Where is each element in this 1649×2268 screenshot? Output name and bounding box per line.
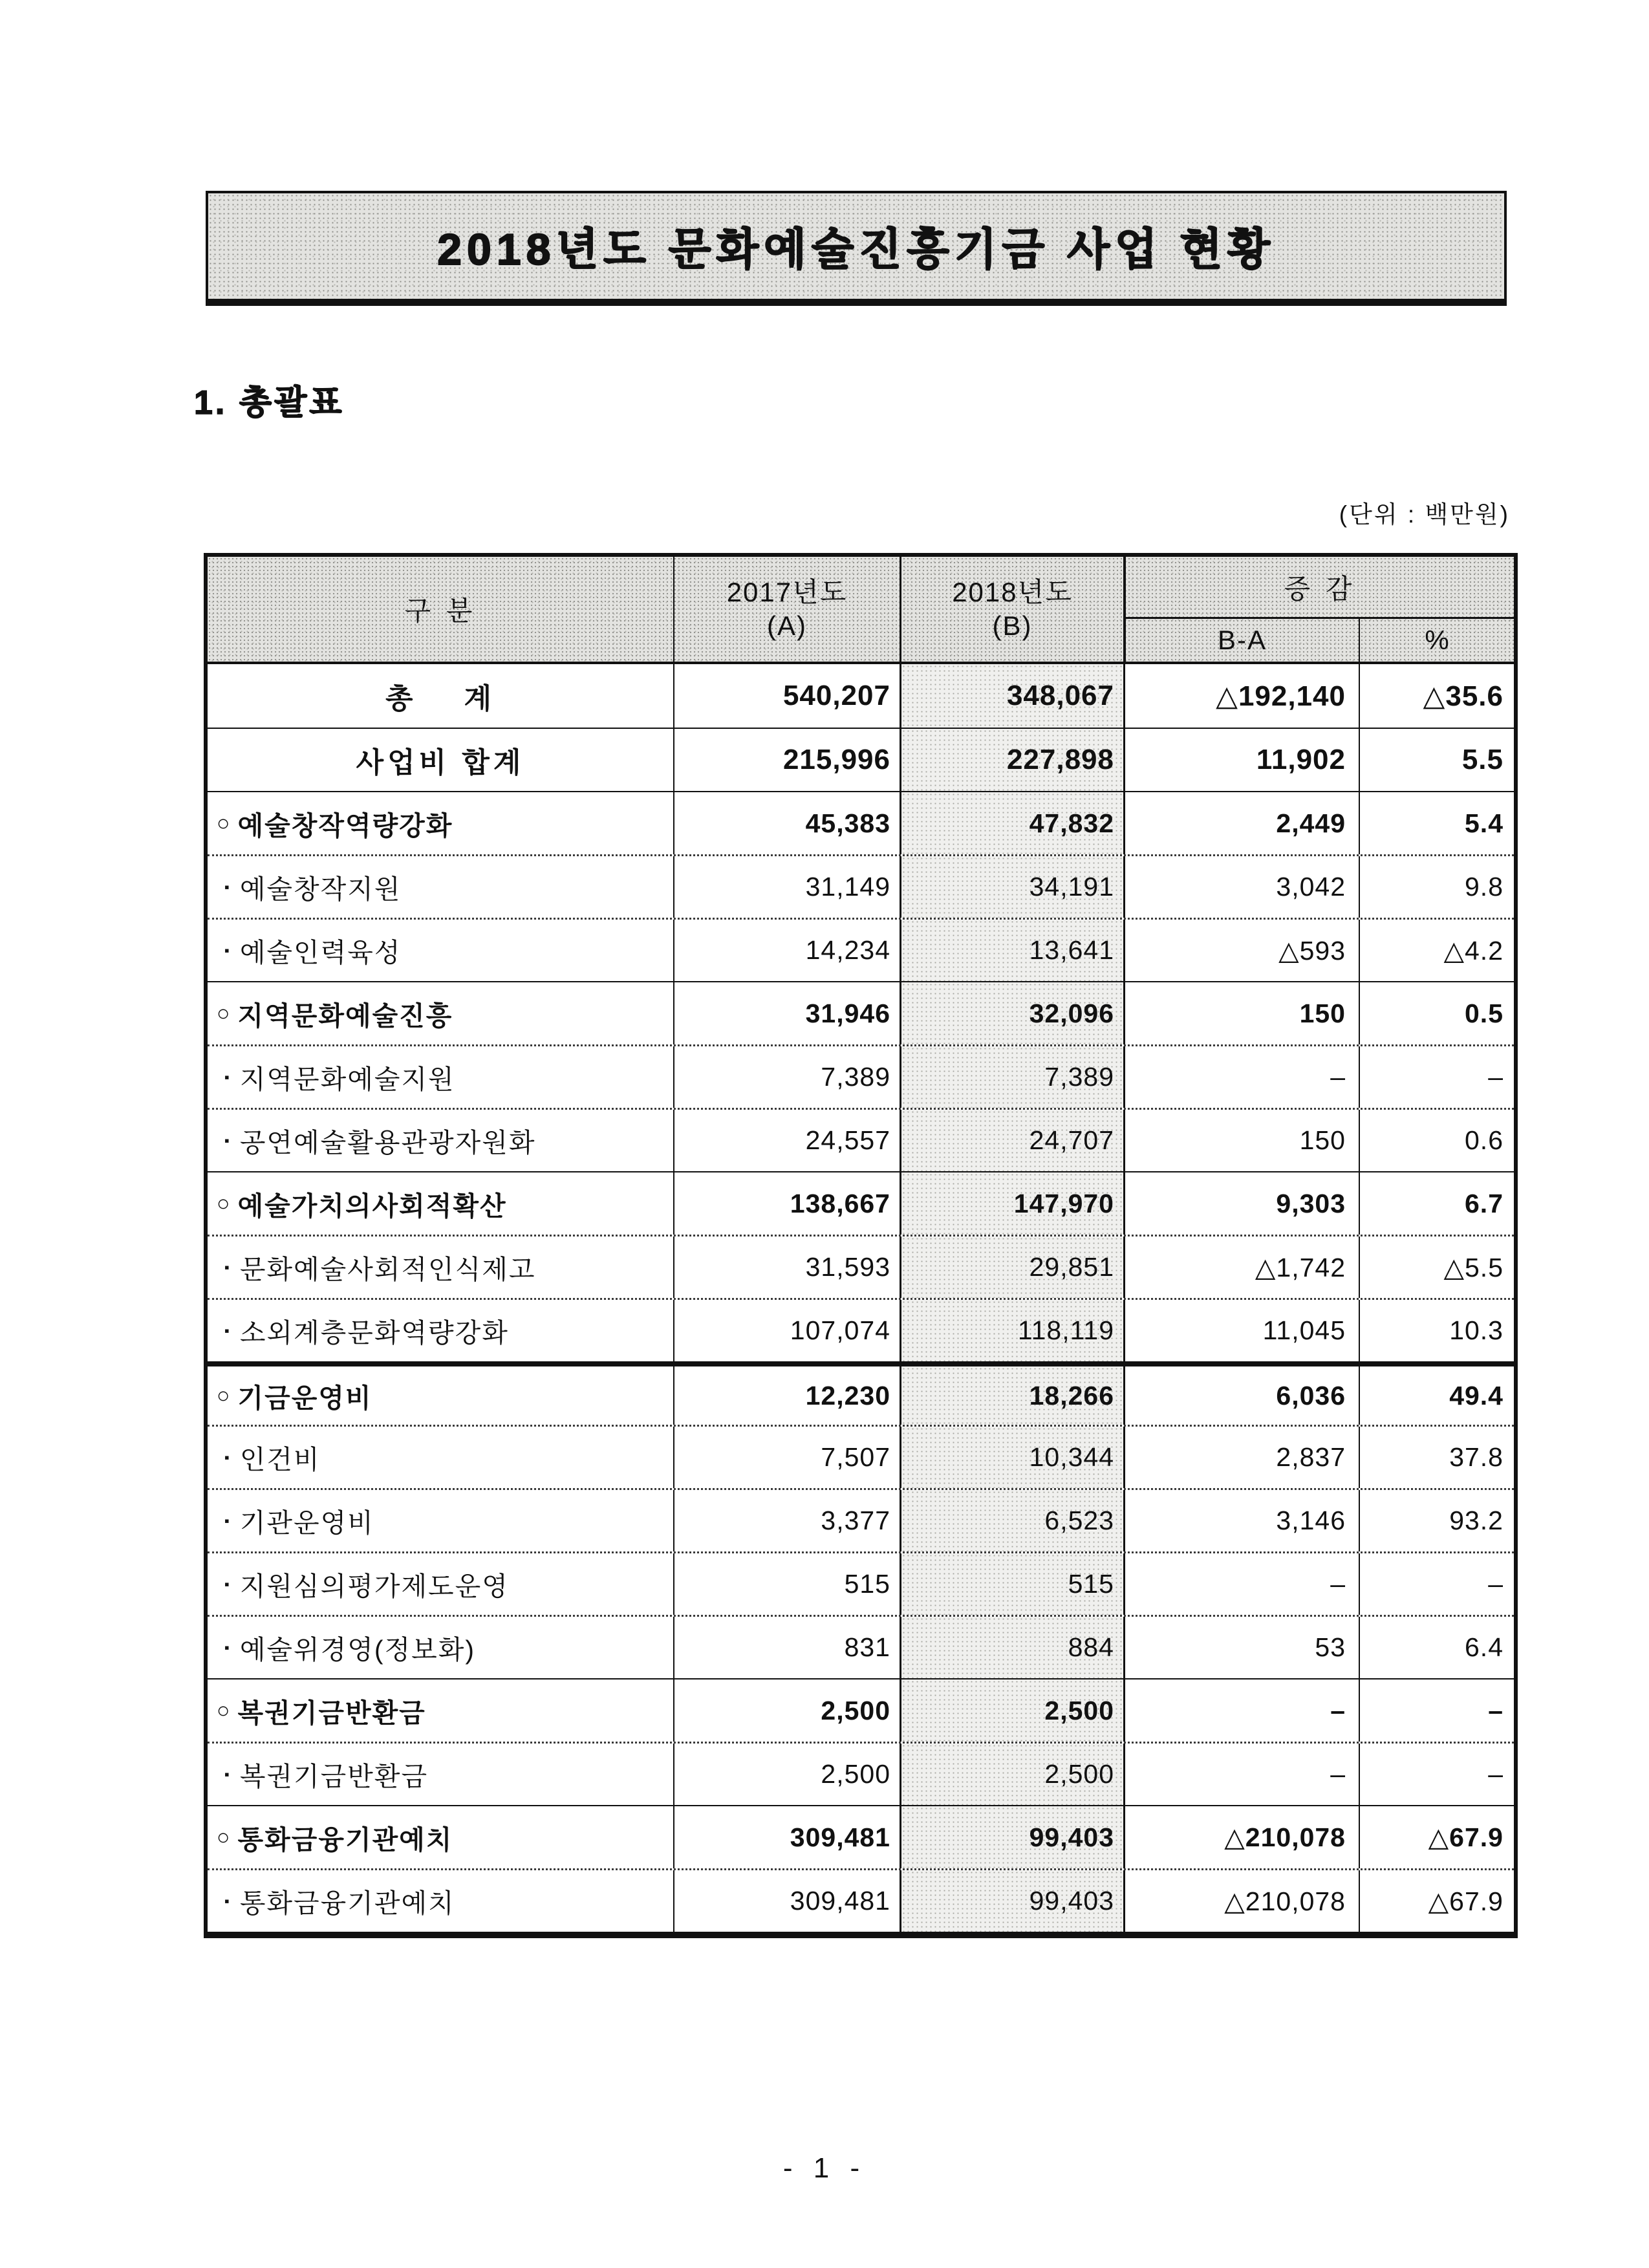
sub-bullet-icon: ▪ [224, 1258, 230, 1275]
value-diff: 6,036 [1276, 1380, 1346, 1410]
value-pct: 5.4 [1465, 808, 1503, 838]
header-category [208, 557, 673, 662]
cell-2018-value [900, 1490, 1123, 1551]
value-2018: 884 [1068, 1632, 1114, 1662]
group-bullet-icon: ○ [217, 1383, 230, 1408]
category-label: 사업비 합계 [356, 747, 525, 779]
cell-2017-value [673, 1490, 900, 1551]
header-2017-line1: 2017년도 [726, 576, 848, 607]
cell-category [208, 1172, 673, 1235]
value-2018: 24,707 [1029, 1125, 1114, 1155]
value-2017: 12,230 [805, 1380, 890, 1410]
value-pct: – [1488, 1695, 1503, 1725]
cell-pct-value [1359, 1427, 1514, 1488]
cell-category [208, 1806, 673, 1868]
cell-2018-value [900, 1806, 1123, 1868]
cell-diff-value [1123, 1110, 1359, 1171]
cell-2018-value [900, 729, 1123, 791]
value-2018: 118,119 [1017, 1315, 1114, 1345]
table-row [208, 1868, 1514, 1932]
cell-diff-value [1123, 1679, 1359, 1742]
value-2017: 7,507 [821, 1442, 890, 1472]
value-pct: – [1488, 1569, 1503, 1599]
cell-category [208, 1237, 673, 1298]
cell-pct-value [1359, 1300, 1514, 1361]
table-row [208, 1742, 1514, 1805]
value-2018: 348,067 [1006, 680, 1114, 711]
header-2017-line2: (A) [767, 610, 807, 641]
category-label: 인건비 [239, 1445, 321, 1474]
cell-category [208, 1679, 673, 1742]
cell-pct-value [1359, 1046, 1514, 1108]
value-2017: 45,383 [805, 808, 890, 838]
value-pct: 93.2 [1449, 1506, 1503, 1535]
category-label: 예술인력육성 [239, 938, 402, 967]
cell-diff-value [1123, 792, 1359, 854]
cell-pct-value [1359, 1806, 1514, 1868]
category-label: 예술창작역량강화 [237, 810, 453, 841]
value-2017: 138,667 [790, 1188, 890, 1218]
header-year-2017 [673, 557, 900, 662]
table-row [208, 1488, 1514, 1551]
value-diff: △192,140 [1216, 680, 1346, 712]
value-2017: 3,377 [821, 1506, 890, 1535]
value-pct: 6.7 [1465, 1188, 1503, 1218]
table-row [208, 981, 1514, 1044]
category-label: 통화금융기관예치 [237, 1824, 453, 1855]
cell-category [208, 1300, 673, 1361]
value-pct: 5.5 [1461, 744, 1503, 775]
cell-2017-value [673, 664, 900, 728]
cell-diff-value [1123, 982, 1359, 1044]
cell-category [208, 1427, 673, 1488]
summary-table [204, 553, 1518, 1938]
table-row [208, 1805, 1514, 1868]
cell-2017-value [673, 1744, 900, 1805]
cell-diff-value [1123, 1553, 1359, 1615]
value-2017: 309,481 [790, 1822, 890, 1852]
value-pct: 0.6 [1465, 1125, 1503, 1155]
header-year-2018 [900, 557, 1123, 662]
cell-2017-value [673, 1172, 900, 1235]
group-bullet-icon: ○ [217, 810, 230, 836]
cell-diff-value [1123, 856, 1359, 918]
value-diff: 11,902 [1256, 744, 1346, 775]
cell-2017-value [673, 856, 900, 918]
cell-diff-value [1123, 1046, 1359, 1108]
table-row [208, 1678, 1514, 1742]
cell-diff-value [1123, 1427, 1359, 1488]
value-pct: 37.8 [1449, 1442, 1503, 1472]
section-heading: 1. 총괄표 [194, 384, 345, 422]
category-label: 지원심의평가제도운영 [239, 1571, 509, 1601]
sub-bullet-icon: ▪ [224, 1449, 230, 1465]
value-2017: 14,234 [805, 935, 890, 965]
value-2018: 47,832 [1029, 808, 1114, 838]
cell-pct-value [1359, 1617, 1514, 1678]
value-2018: 99,403 [1029, 1822, 1114, 1852]
header-change [1123, 557, 1514, 619]
header-2018-line2: (B) [992, 610, 1033, 641]
value-2018: 32,096 [1029, 998, 1114, 1028]
category-label: 지역문화예술지원 [239, 1064, 455, 1094]
cell-2018-value [900, 664, 1123, 728]
cell-2017-value [673, 1617, 900, 1678]
value-pct: △5.5 [1443, 1252, 1503, 1282]
value-diff: 150 [1299, 998, 1346, 1028]
cell-2018-value [900, 1300, 1123, 1361]
value-pct: – [1488, 1062, 1503, 1092]
value-pct: – [1488, 1759, 1503, 1789]
cell-category [208, 792, 673, 854]
sub-bullet-icon: ▪ [224, 878, 230, 895]
page-title: 2018년도 문화예술진흥기금 사업 현황 [437, 225, 1275, 274]
table-header [208, 557, 1514, 664]
value-2018: 29,851 [1029, 1252, 1114, 1282]
cell-diff-value [1123, 1617, 1359, 1678]
cell-2018-value [900, 1553, 1123, 1615]
cell-2017-value [673, 1110, 900, 1171]
header-2018-line1: 2018년도 [952, 576, 1073, 607]
table-row [208, 791, 1514, 854]
cell-2017-value [673, 1300, 900, 1361]
category-label: 기금운영비 [237, 1383, 372, 1413]
cell-2017-value [673, 1046, 900, 1108]
cell-2018-value [900, 1679, 1123, 1742]
cell-2018-value [900, 920, 1123, 981]
cell-category [208, 1110, 673, 1171]
value-pct: 6.4 [1465, 1632, 1503, 1662]
cell-2017-value [673, 1806, 900, 1868]
value-pct: 49.4 [1449, 1380, 1503, 1410]
value-diff: 11,045 [1262, 1315, 1346, 1345]
table-row [208, 728, 1514, 791]
group-bullet-icon: ○ [217, 1824, 230, 1850]
value-diff: – [1330, 1569, 1346, 1599]
cell-2017-value [673, 982, 900, 1044]
table-row [208, 1044, 1514, 1108]
cell-pct-value [1359, 792, 1514, 854]
cell-pct-value [1359, 1110, 1514, 1171]
value-2018: 2,500 [1044, 1695, 1114, 1725]
table-row [208, 664, 1514, 728]
category-label: 복권기금반환금 [237, 1698, 426, 1728]
value-diff: △1,742 [1255, 1252, 1346, 1282]
cell-diff-value [1123, 1300, 1359, 1361]
table-row [208, 1361, 1514, 1425]
cell-pct-value [1359, 856, 1514, 918]
sub-bullet-icon: ▪ [224, 1766, 230, 1782]
value-2017: 831 [844, 1632, 890, 1662]
value-diff: 53 [1315, 1632, 1346, 1662]
sub-bullet-icon: ▪ [224, 1132, 230, 1149]
header-category-label: 구 분 [404, 596, 477, 626]
value-pct: △4.2 [1443, 935, 1503, 966]
value-2018: 7,389 [1044, 1062, 1114, 1092]
value-pct: △67.9 [1428, 1886, 1503, 1916]
cell-2017-value [673, 1237, 900, 1298]
value-2018: 227,898 [1006, 744, 1114, 775]
sub-bullet-icon: ▪ [224, 1322, 230, 1339]
value-diff: △593 [1278, 935, 1346, 966]
category-label: 예술위경영(정보화) [239, 1635, 475, 1665]
cell-diff-value [1123, 1806, 1359, 1868]
value-diff: △210,078 [1224, 1886, 1346, 1916]
value-2017: 215,996 [782, 744, 890, 775]
cell-category [208, 1490, 673, 1551]
cell-diff-value [1123, 1744, 1359, 1805]
value-diff: 150 [1299, 1125, 1346, 1155]
cell-pct-value [1359, 664, 1514, 728]
value-pct: △35.6 [1423, 680, 1503, 712]
sub-bullet-icon: ▪ [224, 942, 230, 958]
value-diff: △210,078 [1224, 1822, 1346, 1852]
category-label: 예술창작지원 [239, 874, 402, 904]
value-pct: 9.8 [1465, 872, 1503, 902]
cell-2018-value [900, 1427, 1123, 1488]
cell-category [208, 920, 673, 981]
cell-diff-value [1123, 1870, 1359, 1932]
cell-diff-value [1123, 920, 1359, 981]
value-2017: 7,389 [821, 1062, 890, 1092]
value-2018: 18,266 [1029, 1380, 1114, 1410]
value-diff: – [1330, 1062, 1346, 1092]
value-diff: 2,837 [1276, 1442, 1346, 1472]
sub-bullet-icon: ▪ [224, 1892, 230, 1909]
category-label: 지역문화예술진흥 [237, 1000, 453, 1031]
table-row [208, 1108, 1514, 1171]
cell-2017-value [673, 920, 900, 981]
cell-diff-value [1123, 1172, 1359, 1235]
cell-diff-value [1123, 1366, 1359, 1425]
value-2018: 147,970 [1013, 1188, 1114, 1218]
cell-2018-value [900, 1046, 1123, 1108]
value-2017: 31,593 [805, 1252, 890, 1282]
cell-category [208, 1366, 673, 1425]
group-bullet-icon: ○ [217, 1000, 230, 1026]
cell-pct-value [1359, 1237, 1514, 1298]
sub-bullet-icon: ▪ [224, 1512, 230, 1529]
value-diff: – [1330, 1695, 1346, 1725]
category-label: 공연예술활용관광자원화 [239, 1128, 536, 1158]
cell-category [208, 1617, 673, 1678]
cell-2017-value [673, 792, 900, 854]
table-row [208, 1615, 1514, 1678]
value-diff: 3,042 [1276, 872, 1346, 902]
cell-category [208, 729, 673, 791]
cell-pct-value [1359, 729, 1514, 791]
cell-2017-value [673, 1366, 900, 1425]
value-2017: 2,500 [821, 1759, 890, 1789]
value-2017: 31,946 [805, 998, 890, 1028]
cell-pct-value [1359, 1366, 1514, 1425]
sub-bullet-icon: ▪ [224, 1639, 230, 1656]
header-change-pct-label: % [1425, 625, 1449, 655]
value-2018: 6,523 [1044, 1506, 1114, 1535]
cell-pct-value [1359, 920, 1514, 981]
cell-pct-value [1359, 1744, 1514, 1805]
cell-category [208, 1553, 673, 1615]
group-bullet-icon: ○ [217, 1698, 230, 1723]
value-2017: 107,074 [790, 1315, 890, 1345]
header-change-diff [1123, 619, 1359, 662]
cell-2017-value [673, 1870, 900, 1932]
cell-pct-value [1359, 982, 1514, 1044]
table-row [208, 1171, 1514, 1235]
group-bullet-icon: ○ [217, 1191, 230, 1216]
value-2017: 515 [844, 1569, 890, 1599]
value-2018: 10,344 [1029, 1442, 1114, 1472]
cell-category [208, 1046, 673, 1108]
cell-2018-value [900, 1110, 1123, 1171]
cell-pct-value [1359, 1679, 1514, 1742]
value-2018: 99,403 [1029, 1886, 1114, 1916]
cell-2018-value [900, 1617, 1123, 1678]
cell-2017-value [673, 1427, 900, 1488]
cell-2018-value [900, 1744, 1123, 1805]
value-2017: 31,149 [805, 872, 890, 902]
table-body [208, 664, 1514, 1932]
cell-category [208, 1870, 673, 1932]
cell-2018-value [900, 856, 1123, 918]
cell-category [208, 982, 673, 1044]
value-2017: 309,481 [790, 1886, 890, 1916]
value-2018: 34,191 [1029, 872, 1114, 902]
value-2017: 24,557 [805, 1125, 890, 1155]
cell-2017-value [673, 729, 900, 791]
table-row [208, 1298, 1514, 1361]
table-row [208, 1551, 1514, 1615]
cell-diff-value [1123, 1237, 1359, 1298]
value-pct: 10.3 [1449, 1315, 1503, 1345]
cell-pct-value [1359, 1553, 1514, 1615]
page-number: - 1 - [782, 2152, 867, 2184]
value-diff: 3,146 [1276, 1506, 1346, 1535]
table-row [208, 854, 1514, 918]
cell-diff-value [1123, 729, 1359, 791]
cell-diff-value [1123, 664, 1359, 728]
cell-2018-value [900, 1366, 1123, 1425]
cell-2017-value [673, 1553, 900, 1615]
value-2018: 13,641 [1029, 935, 1114, 965]
value-diff: 9,303 [1276, 1188, 1346, 1218]
value-pct: 0.5 [1465, 998, 1503, 1028]
table-row [208, 918, 1514, 981]
category-label: 소외계층문화역량강화 [239, 1318, 509, 1348]
table-row [208, 1425, 1514, 1488]
cell-2018-value [900, 1172, 1123, 1235]
cell-category [208, 664, 673, 728]
value-diff: – [1330, 1759, 1346, 1789]
header-change-pct [1359, 619, 1514, 662]
category-label: 문화예술사회적인식제고 [239, 1255, 536, 1284]
header-change-diff-label: B-A [1217, 625, 1267, 655]
table-row [208, 1235, 1514, 1298]
cell-pct-value [1359, 1490, 1514, 1551]
category-label: 총 계 [385, 683, 495, 715]
value-pct: △67.9 [1428, 1822, 1503, 1852]
sub-bullet-icon: ▪ [224, 1068, 230, 1085]
cell-category [208, 1744, 673, 1805]
cell-pct-value [1359, 1172, 1514, 1235]
title-banner [206, 191, 1507, 306]
value-2017: 2,500 [821, 1695, 890, 1725]
value-2017: 540,207 [782, 680, 890, 711]
cell-category [208, 856, 673, 918]
unit-note: (단위 : 백만원) [1339, 501, 1510, 528]
cell-diff-value [1123, 1490, 1359, 1551]
value-2018: 515 [1068, 1569, 1114, 1599]
category-label: 기관운영비 [239, 1508, 374, 1538]
cell-2018-value [900, 792, 1123, 854]
cell-pct-value [1359, 1870, 1514, 1932]
category-label: 예술가치의사회적확산 [237, 1191, 507, 1221]
cell-2018-value [900, 982, 1123, 1044]
value-2018: 2,500 [1044, 1759, 1114, 1789]
sub-bullet-icon: ▪ [224, 1575, 230, 1592]
header-change-label: 증 감 [1284, 573, 1356, 604]
cell-2018-value [900, 1870, 1123, 1932]
cell-2017-value [673, 1679, 900, 1742]
value-diff: 2,449 [1276, 808, 1346, 838]
category-label: 복권기금반환금 [239, 1762, 429, 1791]
cell-2018-value [900, 1237, 1123, 1298]
category-label: 통화금융기관예치 [239, 1888, 455, 1918]
